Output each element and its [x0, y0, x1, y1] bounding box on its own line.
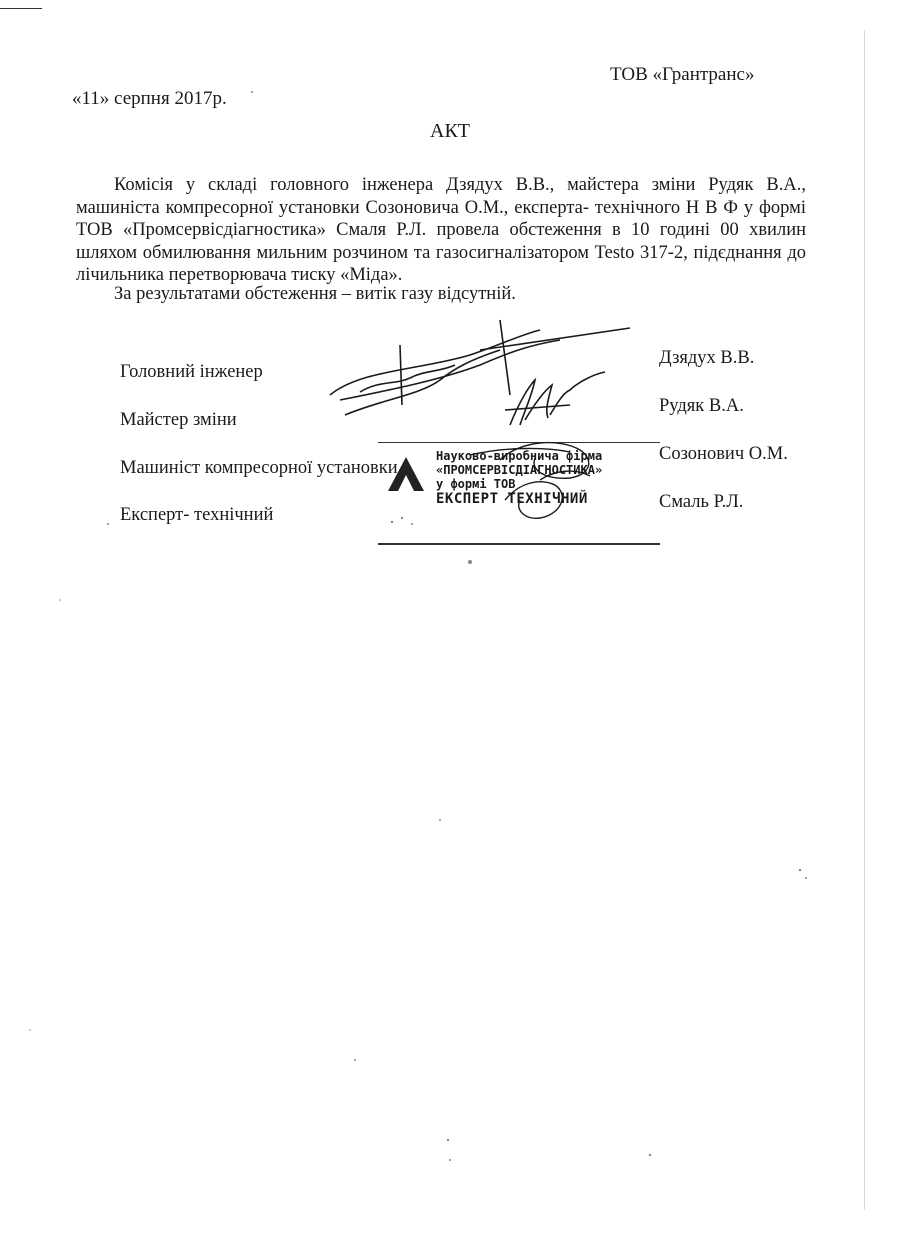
document-title: АКТ	[430, 120, 470, 142]
stamp-line-1: Науково-виробнича фірма	[436, 449, 603, 463]
signatory-role-technical-expert: Експерт- технічний	[120, 505, 274, 525]
stamp-logo-icon	[386, 453, 426, 493]
signatory-role-shift-master: Майстер зміни	[120, 410, 237, 430]
scan-edge-line	[0, 8, 42, 9]
inspection-result: За результатами обстеження – витік газу відсутній.	[114, 284, 516, 304]
signatory-name-shift-master: Рудяк В.А.	[659, 396, 744, 416]
stamp-line-3: у формі ТОВ	[436, 477, 516, 491]
stamp-line-4: ЕКСПЕРТ ТЕХНІЧНИЙ	[436, 491, 588, 507]
signatory-role-chief-engineer: Головний інженер	[120, 362, 263, 382]
signatory-name-compressor-operator: Созонович О.М.	[659, 444, 788, 464]
act-paragraph-text: Комісія у складі головного інженера Дзядух В.В., майстера зміни Рудяк В.А., машиніста компресорної установки Созоновича О.М., експерта- технічного Н В Ф у формі ТОВ «Промсервісдіагностика» Смаля Р.Л. провела обстеження в 10 годині 00 хвилин шляхом обмилювання мильним розчином та газосигналізатором Testo 317-2, підєднання до лічильника перетворювача тиску «Міда».	[76, 175, 806, 285]
signatory-name-chief-engineer: Дзядух В.В.	[659, 348, 755, 368]
document-date: «11» серпня 2017р.	[72, 88, 227, 109]
stamp-line-2: «ПРОМСЕРВІСДІАГНОСТИКА»	[436, 463, 603, 477]
signature-chief-engineer	[330, 320, 630, 415]
signature-shift-master	[505, 372, 605, 425]
company-stamp	[378, 442, 660, 545]
act-paragraph	[76, 174, 806, 287]
signatory-name-technical-expert: Смаль Р.Л.	[659, 492, 744, 512]
organization-name: ТОВ «Грантранс»	[610, 64, 755, 85]
scan-right-edge	[864, 30, 865, 1210]
signatory-role-compressor-operator: Машиніст компресорної установки	[120, 458, 398, 478]
